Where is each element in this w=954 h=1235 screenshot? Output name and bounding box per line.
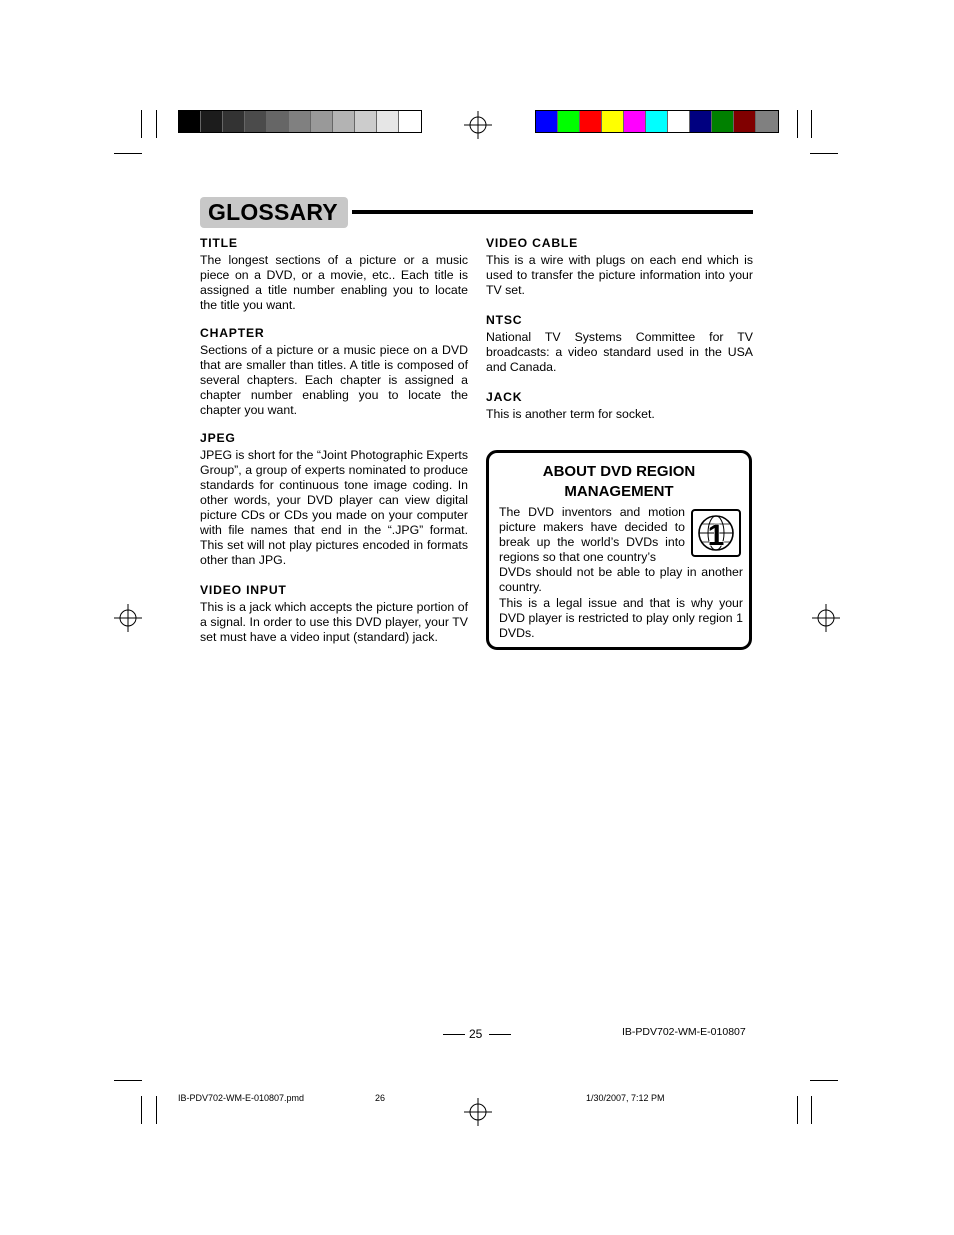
color-bar (535, 110, 779, 133)
region-text-para2: This is a legal issue and that is why your DVD player is restricted to play only region 1 DVDs. (499, 596, 743, 640)
glossary-definition: This is another term for socket. (486, 407, 655, 421)
globe-icon (693, 511, 739, 555)
glossary-term: VIDEO INPUT (200, 583, 287, 597)
color-swatch (223, 111, 245, 132)
glossary-definition: This is a jack which accepts the picture portion of a signal. In order to use this DVD player, your TV set must have a video input (standard) jack. (200, 600, 468, 644)
registration-mark-icon (812, 604, 840, 632)
color-swatch (646, 111, 668, 132)
color-swatch (267, 111, 289, 132)
crop-mark (810, 1080, 838, 1081)
crop-mark (811, 1096, 812, 1124)
glossary-definition: National TV Systems Committee for TV broadcasts: a video standard used in the USA and Canada. (486, 330, 753, 374)
file-page: 26 (375, 1093, 386, 1103)
page-number-rule-left (443, 1034, 465, 1035)
glossary-term: CHAPTER (200, 326, 265, 340)
glossary-entry-jack (486, 390, 753, 422)
region-box-title (489, 462, 749, 501)
glossary-term: NTSC (486, 313, 523, 327)
crop-mark (114, 1080, 142, 1081)
glossary-entry-ntsc (486, 313, 753, 375)
glossary-entry-jpeg (200, 431, 468, 568)
crop-mark (797, 1096, 798, 1124)
color-swatch (734, 111, 756, 132)
page-number-rule-right (489, 1034, 511, 1035)
region-1-globe-icon (691, 509, 741, 557)
color-swatch (201, 111, 223, 132)
glossary-entry-chapter (200, 326, 468, 418)
region-box-title-line: ABOUT DVD REGION (542, 463, 696, 480)
color-swatch (602, 111, 624, 132)
color-swatch (289, 111, 311, 132)
crop-mark (141, 1096, 142, 1124)
timestamp: 1/30/2007, 7:12 PM (586, 1093, 665, 1103)
color-swatch (333, 111, 355, 132)
color-swatch (311, 111, 333, 132)
glossary-entry-video-cable (486, 236, 753, 298)
registration-mark-icon (464, 1098, 492, 1126)
color-swatch (756, 111, 778, 132)
crop-mark (141, 110, 142, 138)
color-swatch (580, 111, 602, 132)
region-management-box (486, 450, 752, 650)
color-swatch (690, 111, 712, 132)
crop-mark (797, 110, 798, 138)
glossary-definition: This is a wire with plugs on each end which is used to transfer the picture information into your TV set. (486, 253, 753, 297)
color-swatch (377, 111, 399, 132)
glossary-term: VIDEO CABLE (486, 236, 579, 250)
crop-mark (810, 153, 838, 154)
title-rule (352, 210, 753, 214)
crop-mark (156, 110, 157, 138)
glossary-term: JPEG (200, 431, 236, 445)
glossary-entry-title (200, 236, 468, 313)
region-number: 1 (707, 519, 725, 552)
glossary-definition: JPEG is short for the “Joint Photographic Experts Group”, a group of experts nominated to produce standards for continuous tone image coding. In other words, your DVD player can view digital picture CDs or CDs you made on your computer with file names that end in the “.JPG” format. This set will not play pictures encoded in formats other than JPG. (200, 448, 468, 567)
color-swatch (558, 111, 580, 132)
crop-mark (811, 110, 812, 138)
region-text-full: DVDs should not be able to play in another country. (499, 565, 743, 594)
page-title: GLOSSARY (208, 199, 338, 225)
region-text-wrapped: The DVD inventors and motion picture makers have decided to break up the world’s DVDs into regions so that one country’s (499, 505, 685, 564)
registration-mark-icon (114, 604, 142, 632)
glossary-definition: Sections of a picture or a music piece on a DVD that are smaller than titles. A title is composed of several chapters. Each chapter is assigned a chapter number enabling you to locate the chapter you want. (200, 343, 468, 417)
color-swatch (668, 111, 690, 132)
color-swatch (536, 111, 558, 132)
color-swatch (712, 111, 734, 132)
document-code: IB-PDV702-WM-E-010807 (622, 1026, 746, 1038)
color-swatch (179, 111, 201, 132)
glossary-definition: The longest sections of a picture or a music piece on a DVD, or a movie, etc.. Each title is assigned a title number enabling you to locate the title you want. (200, 253, 468, 312)
crop-mark (156, 1096, 157, 1124)
glossary-entry-video-input (200, 583, 468, 645)
color-swatch (245, 111, 267, 132)
glossary-term: TITLE (200, 236, 238, 250)
crop-mark (114, 153, 142, 154)
color-swatch (399, 111, 421, 132)
registration-mark-icon (464, 111, 492, 139)
color-swatch (355, 111, 377, 132)
file-name: IB-PDV702-WM-E-010807.pmd (178, 1093, 305, 1103)
page-number: 25 (469, 1027, 483, 1041)
glossary-term: JACK (486, 390, 523, 404)
glossary-right-column (486, 236, 753, 422)
region-box-title-line: MANAGEMENT (564, 482, 674, 500)
grayscale-bar (178, 110, 422, 133)
glossary-left-column (200, 236, 468, 645)
color-swatch (624, 111, 646, 132)
